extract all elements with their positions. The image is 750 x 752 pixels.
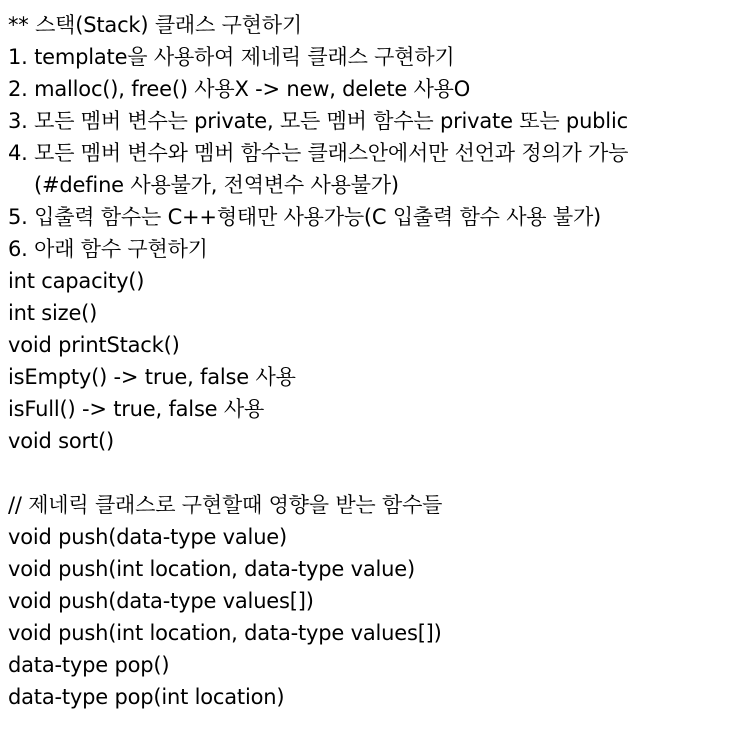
requirement-1: 1. template을 사용하여 제네릭 클래스 구현하기	[8, 45, 455, 69]
function-print-stack: void printStack()	[8, 333, 180, 357]
requirement-5: 5. 입출력 함수는 C++형태만 사용가능(C 입출력 함수 사용 불가)	[8, 205, 602, 229]
requirement-3: 3. 모든 멤버 변수는 private, 모든 멤버 함수는 private 또는 public	[8, 109, 628, 133]
function-pop-location: data-type pop(int location)	[8, 685, 285, 709]
function-pop: data-type pop()	[8, 653, 170, 677]
function-push-values: void push(data-type values[])	[8, 589, 314, 613]
requirement-2: 2. malloc(), free() 사용X -> new, delete 사용O	[8, 77, 471, 101]
function-capacity: int capacity()	[8, 269, 145, 293]
function-push-location-values: void push(int location, data-type values[])	[8, 621, 442, 645]
heading-stack-class: ** 스택(Stack) 클래스 구현하기	[8, 13, 302, 37]
function-sort: void sort()	[8, 429, 114, 453]
requirement-6: 6. 아래 함수 구현하기	[8, 237, 208, 261]
function-size: int size()	[8, 301, 98, 325]
generic-functions-comment: // 제네릭 클래스로 구현할때 영향을 받는 함수들	[8, 493, 443, 517]
function-push-location-value: void push(int location, data-type value)	[8, 557, 415, 581]
blank-line	[8, 457, 750, 489]
requirement-4: 4. 모든 멤버 변수와 멤버 함수는 클래스안에서만 선언과 정의가 가능	[8, 141, 629, 165]
function-is-empty: isEmpty() -> true, false 사용	[8, 365, 296, 389]
function-push-value: void push(data-type value)	[8, 525, 288, 549]
requirement-4-note: (#define 사용불가, 전역변수 사용불가)	[34, 173, 399, 197]
function-is-full: isFull() -> true, false 사용	[8, 397, 265, 421]
